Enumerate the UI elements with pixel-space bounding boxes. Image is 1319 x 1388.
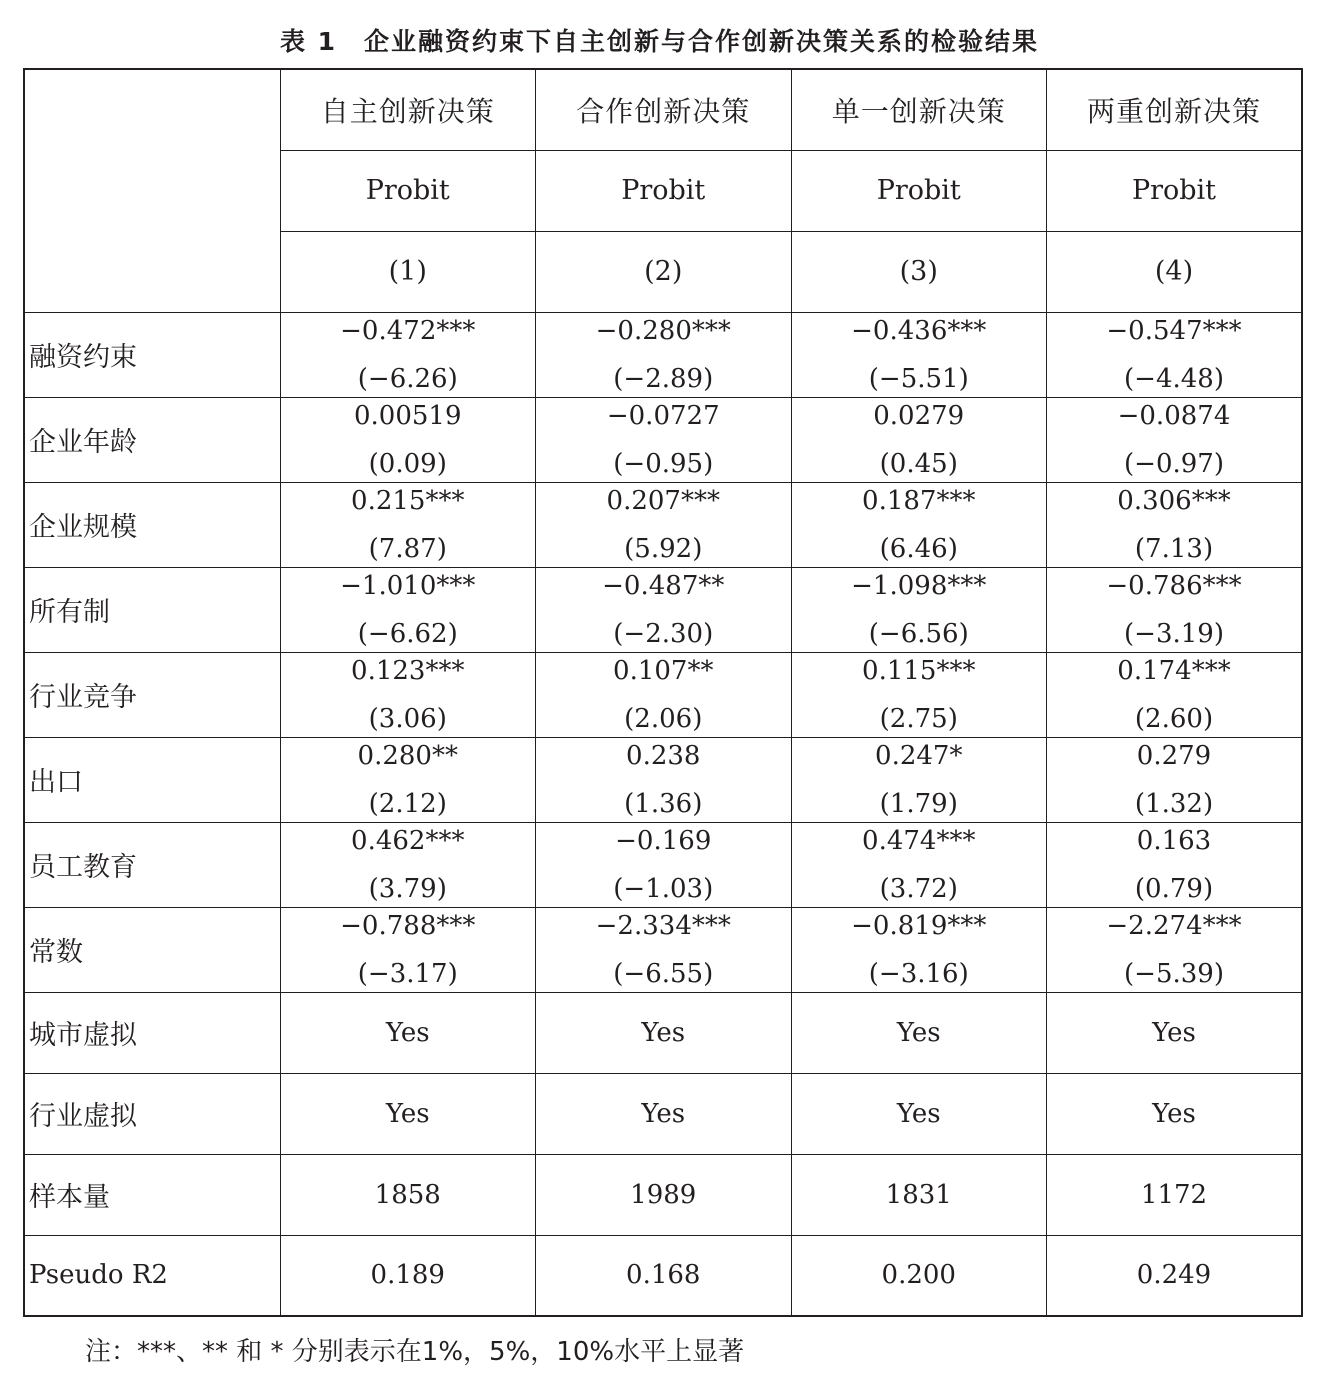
summary-row: [24, 1154, 1302, 1235]
data-cell: [536, 652, 792, 737]
method-header: Probit: [536, 150, 792, 231]
data-cell: [536, 737, 792, 822]
t-value: (−1.03): [613, 873, 714, 904]
coefficient: 0.279: [1136, 740, 1212, 771]
data-cell: [536, 397, 792, 482]
row-label: 行业虚拟: [24, 1073, 280, 1154]
data-cell: [1047, 312, 1303, 397]
row-label: 融资约束: [24, 312, 280, 397]
table-row: [24, 822, 1302, 907]
table-row: [24, 737, 1302, 822]
row-label: 城市虚拟: [24, 992, 280, 1073]
data-cell: [1047, 567, 1303, 652]
column-number: (1): [280, 231, 536, 312]
coefficient: −0.788***: [340, 910, 476, 941]
summary-cell: 0.200: [791, 1235, 1047, 1316]
summary-cell: Yes: [791, 992, 1047, 1073]
data-cell: [536, 907, 792, 992]
data-cell: [791, 652, 1047, 737]
table-row: [24, 482, 1302, 567]
data-cell: [280, 312, 536, 397]
t-value: (−0.97): [1124, 448, 1224, 479]
column-header: 自主创新决策: [280, 69, 536, 150]
data-cell: [280, 907, 536, 992]
data-cell: [536, 482, 792, 567]
coefficient: 0.163: [1136, 825, 1212, 856]
t-value: (−3.16): [868, 958, 969, 989]
table-row: [24, 567, 1302, 652]
t-value: (0.09): [368, 448, 447, 479]
summary-cell: 1172: [1047, 1154, 1303, 1235]
summary-cell: 1989: [536, 1154, 792, 1235]
row-label: 员工教育: [24, 822, 280, 907]
summary-cell: 1831: [791, 1154, 1047, 1235]
data-cell: [791, 567, 1047, 652]
t-value: (−3.19): [1124, 618, 1224, 649]
coefficient: 0.462***: [351, 825, 465, 856]
t-value: (−6.56): [868, 618, 969, 649]
summary-cell: 1858: [280, 1154, 536, 1235]
row-label: 常数: [24, 907, 280, 992]
coefficient: −1.098***: [851, 570, 987, 601]
t-value: (0.45): [879, 448, 958, 479]
data-cell: [280, 567, 536, 652]
column-header: 合作创新决策: [536, 69, 792, 150]
column-number: (4): [1047, 231, 1303, 312]
t-value: (6.46): [879, 533, 958, 564]
row-label: 企业年龄: [24, 397, 280, 482]
t-value: (3.06): [368, 703, 447, 734]
data-cell: [791, 482, 1047, 567]
t-value: (−6.62): [357, 618, 458, 649]
method-header: Probit: [280, 150, 536, 231]
coefficient: −0.547***: [1106, 315, 1242, 346]
coefficient: 0.207***: [606, 485, 720, 516]
coefficient: 0.280**: [357, 740, 458, 771]
t-value: (2.75): [879, 703, 958, 734]
coefficient: −0.819***: [851, 910, 987, 941]
summary-cell: Yes: [536, 1073, 792, 1154]
coefficient: −0.487**: [602, 570, 725, 601]
coefficient: −0.0727: [606, 400, 720, 431]
t-value: (−3.17): [357, 958, 458, 989]
summary-cell: Yes: [1047, 992, 1303, 1073]
row-label: 所有制: [24, 567, 280, 652]
t-value: (2.06): [624, 703, 703, 734]
summary-cell: 0.189: [280, 1235, 536, 1316]
t-value: (7.13): [1134, 533, 1214, 564]
coefficient: 0.215***: [351, 485, 465, 516]
t-value: (−2.30): [613, 618, 714, 649]
column-header: 两重创新决策: [1047, 69, 1303, 150]
data-cell: [791, 907, 1047, 992]
coefficient: 0.00519: [353, 400, 462, 431]
data-cell: [791, 312, 1047, 397]
coefficient: 0.0279: [873, 400, 965, 431]
column-number: (3): [791, 231, 1047, 312]
summary-cell: Yes: [536, 992, 792, 1073]
t-value: (2.60): [1134, 703, 1214, 734]
row-label: 样本量: [24, 1154, 280, 1235]
row-label: 企业规模: [24, 482, 280, 567]
summary-row: [24, 992, 1302, 1073]
data-cell: [1047, 397, 1303, 482]
data-cell: [1047, 482, 1303, 567]
t-value: (−6.55): [613, 958, 714, 989]
coefficient: −2.334***: [595, 910, 731, 941]
t-value: (−4.48): [1124, 363, 1224, 394]
coefficient: 0.306***: [1117, 485, 1231, 516]
data-cell: [536, 567, 792, 652]
data-cell: [280, 397, 536, 482]
row-label: 行业竞争: [24, 652, 280, 737]
data-cell: [791, 737, 1047, 822]
method-header: Probit: [1047, 150, 1303, 231]
table-title: 表 1 企业融资约束下自主创新与合作创新决策关系的检验结果: [279, 27, 1040, 56]
coefficient: 0.247*: [875, 740, 963, 771]
corner-cell: [24, 69, 280, 312]
data-cell: [536, 822, 792, 907]
coefficient: −0.0874: [1117, 400, 1231, 431]
table-row: [24, 907, 1302, 992]
summary-cell: Yes: [280, 992, 536, 1073]
results-table: [23, 68, 1303, 1317]
t-value: (1.79): [879, 788, 958, 819]
t-value: (5.92): [624, 533, 703, 564]
data-cell: [1047, 652, 1303, 737]
coefficient: 0.238: [626, 740, 701, 771]
coefficient: −0.169: [615, 825, 712, 856]
data-cell: [280, 652, 536, 737]
coefficient: 0.115***: [862, 655, 976, 686]
t-value: (1.36): [624, 788, 703, 819]
t-value: (−2.89): [613, 363, 714, 394]
t-value: (3.79): [368, 873, 447, 904]
t-value: (0.79): [1134, 873, 1214, 904]
coefficient: 0.107**: [613, 655, 714, 686]
data-cell: [280, 737, 536, 822]
t-value: (3.72): [879, 873, 958, 904]
coefficient: −2.274***: [1106, 910, 1242, 941]
method-header: Probit: [791, 150, 1047, 231]
data-cell: [1047, 822, 1303, 907]
summary-cell: Yes: [280, 1073, 536, 1154]
t-value: (7.87): [368, 533, 447, 564]
summary-cell: 0.249: [1047, 1235, 1303, 1316]
coefficient: −1.010***: [340, 570, 476, 601]
summary-row: [24, 1235, 1302, 1316]
header-row-columns: [24, 69, 1302, 150]
coefficient: −0.472***: [340, 315, 476, 346]
summary-cell: Yes: [791, 1073, 1047, 1154]
row-label: Pseudo R2: [24, 1235, 280, 1316]
data-cell: [791, 397, 1047, 482]
summary-row: [24, 1073, 1302, 1154]
summary-cell: 0.168: [536, 1235, 792, 1316]
coefficient: 0.123***: [351, 655, 465, 686]
data-cell: [791, 822, 1047, 907]
table-row: [24, 397, 1302, 482]
t-value: (−5.39): [1124, 958, 1224, 989]
t-value: (1.32): [1134, 788, 1214, 819]
coefficient: 0.174***: [1117, 655, 1231, 686]
row-label: 出口: [24, 737, 280, 822]
data-cell: [536, 312, 792, 397]
data-cell: [280, 822, 536, 907]
t-value: (2.12): [368, 788, 447, 819]
t-value: (−0.95): [613, 448, 714, 479]
column-number: (2): [536, 231, 792, 312]
column-header: 单一创新决策: [791, 69, 1047, 150]
coefficient: 0.187***: [862, 485, 976, 516]
table-note: 注：***、** 和 * 分别表示在1%，5%，10%水平上显著: [85, 1337, 745, 1367]
summary-cell: Yes: [1047, 1073, 1303, 1154]
coefficient: −0.786***: [1106, 570, 1242, 601]
table-row: [24, 312, 1302, 397]
data-cell: [280, 482, 536, 567]
coefficient: 0.474***: [862, 825, 976, 856]
coefficient: −0.280***: [595, 315, 731, 346]
data-cell: [1047, 907, 1303, 992]
t-value: (−6.26): [357, 363, 458, 394]
coefficient: −0.436***: [851, 315, 987, 346]
table-row: [24, 652, 1302, 737]
t-value: (−5.51): [868, 363, 969, 394]
data-cell: [1047, 737, 1303, 822]
